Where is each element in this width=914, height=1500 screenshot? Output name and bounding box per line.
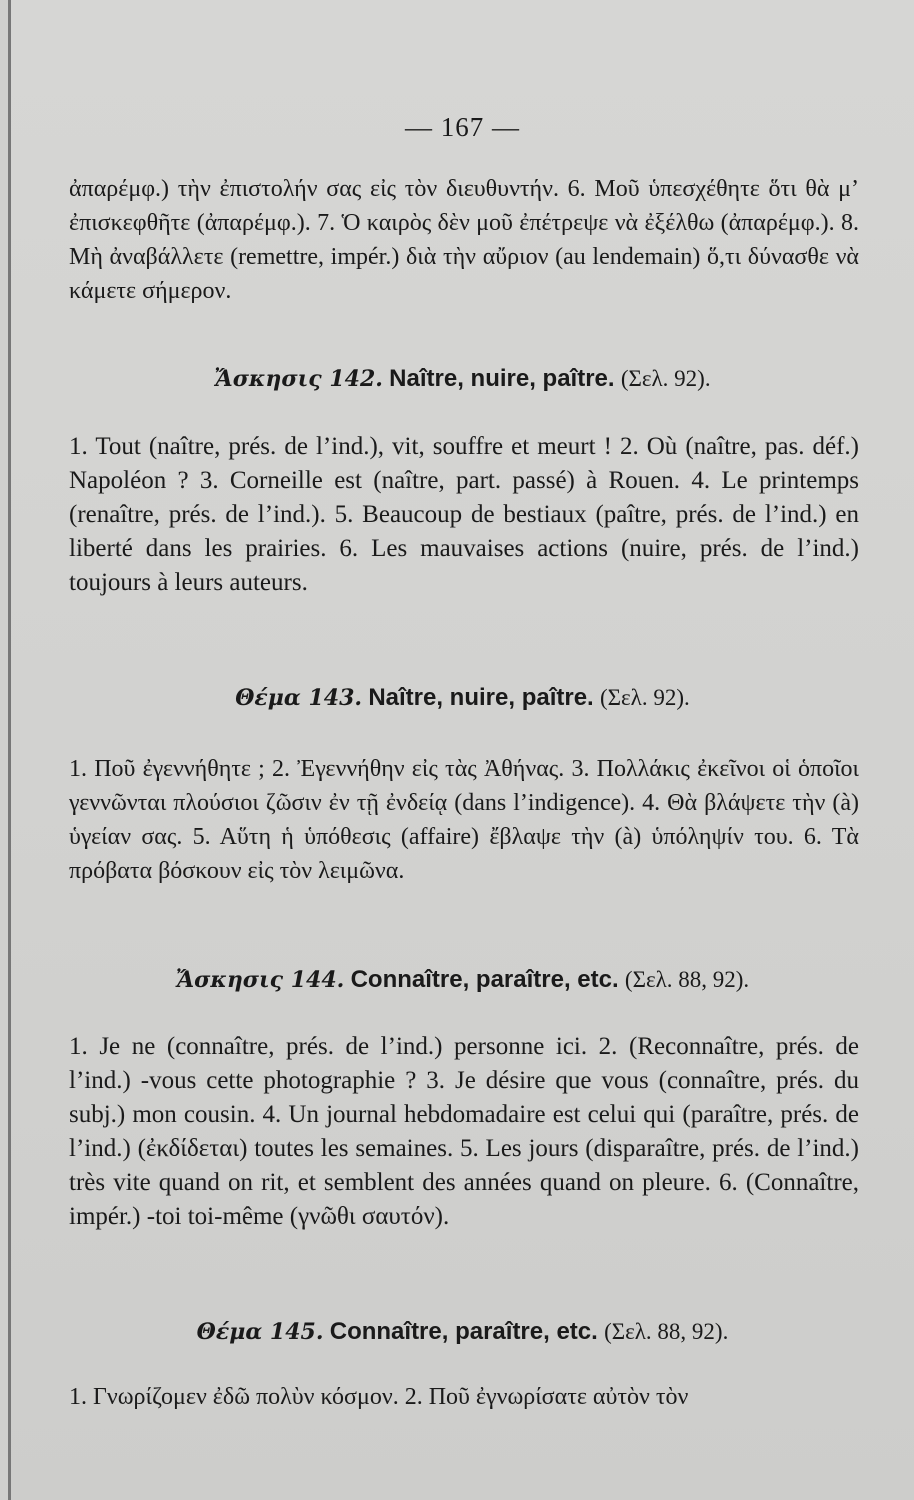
exercise-142-heading	[11, 365, 914, 393]
exercise-144-heading	[11, 966, 914, 994]
intro-paragraph: ἀπαρέμφ.) τὴν ἐπιστολήν σας εἰς τὸν διευθυντήν. 6. Μοῦ ὑπεσχέθητε ὅτι θὰ μ’ ἐπισκεφθῆτε (ἀπαρέμφ.). 7. Ὁ καιρὸς δὲν μοῦ ἐπέτρεψε νὰ ἐξέλθω (ἀπαρέμφ.). 8. Μὴ ἀναβάλλετε (remettre, impér.) διὰ τὴν αὔριον (au lendemain) ὅ,τι δύνασθε νὰ κάμετε σήμερον.	[69, 176, 859, 304]
exercise-142-label: Ἄσκησις 142.	[214, 366, 383, 392]
exercise-144-title: Connaître, paraître, etc.	[350, 966, 619, 993]
exercise-144-label: Ἄσκησις 144.	[175, 967, 345, 993]
exercise-144-ref: (Σελ. 88, 92).	[624, 967, 750, 992]
theme-143-heading	[11, 684, 914, 712]
exercise-144-body: 1. Je ne (connaître, prés. de l’ind.) personne ici. 2. (Reconnaître, prés. de l’ind.) -vous cette photographie ? 3. Je désire que vous (connaître, prés. du subj.) mon cousin. 4. Un journal hebdomadaire est celui qui (paraître, prés. de l’ind.) (ἐκδίδεται) toutes les semaines. 5. Les jours (disparaître, prés. de l’ind.) très vite quand on rit, et semblent des années quand on pleure. 6. (Connaître, impér.) -toi toi-même (γνῶθι σαυτόν).	[69, 1033, 859, 1230]
page-number: — 167 —	[405, 112, 520, 142]
book-page	[8, 0, 914, 1500]
exercise-142-body: 1. Tout (naître, prés. de l’ind.), vit, souffre et meurt ! 2. Où (naître, pas. déf.) Napoléon ? 3. Corneille est (naître, part. passé) à Rouen. 4. Le printemps (renaître, prés. de l’ind.). 5. Beaucoup de bestiaux (paître, prés. de l’ind.) en liberté dans les prairies. 6. Les mauvaises actions (nuire, prés. de l’ind.) toujours à leurs auteurs.	[69, 433, 859, 596]
exercise-142-title: Naître, nuire, paître.	[389, 365, 615, 392]
theme-143-title: Naître, nuire, paître.	[368, 684, 594, 711]
theme-143-body: 1. Ποῦ ἐγεννήθητε ; 2. Ἐγεννήθην εἰς τὰς Ἀθήνας. 3. Πολλάκις ἐκεῖνοι οἱ ὁποῖοι γεννῶνται πλούσιοι ζῶσιν ἐν τῇ ἐνδείᾳ (dans l’indigence). 4. Θὰ βλάψετε τὴν (à) ὑγείαν σας. 5. Αὕτη ἡ ὑπόθεσις (affaire) ἔβλαψε τὴν (à) ὑπόληψίν του. 6. Τὰ πρόβατα βόσκουν εἰς τὸν λειμῶνα.	[69, 756, 859, 884]
theme-145-heading	[11, 1318, 914, 1346]
theme-145-title: Connaître, paraître, etc.	[329, 1318, 598, 1345]
theme-143-ref: (Σελ. 92).	[599, 685, 690, 710]
theme-145-label: Θέμα 145.	[196, 1319, 324, 1345]
exercise-142-ref: (Σελ. 92).	[620, 366, 711, 391]
theme-145-body: 1. Γνωρίζομεν ἐδῶ πολὺν κόσμον. 2. Ποῦ ἐγνωρίσατε αὐτὸν τὸν	[69, 1384, 689, 1410]
theme-145-ref: (Σελ. 88, 92).	[604, 1319, 729, 1344]
theme-143-label: Θέμα 143.	[235, 685, 363, 711]
